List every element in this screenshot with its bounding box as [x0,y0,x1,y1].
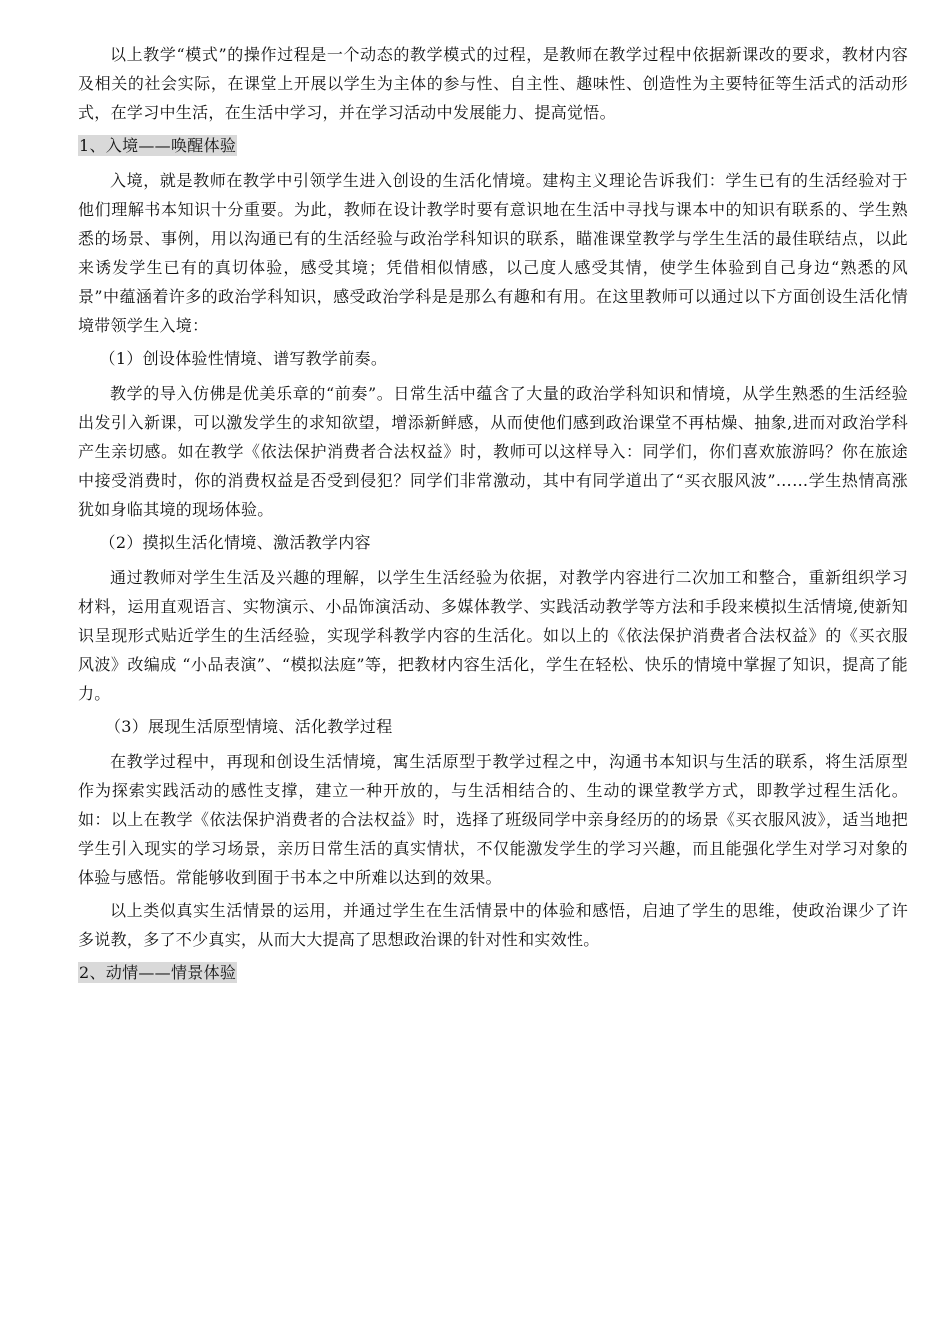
subheading-1 [78,344,908,373]
paragraph-prelude: 教学的导入仿佛是优美乐章的“前奏”。日常生活中蕴含了大量的政治学科知识和情境，从学生熟悉的生活经验出发引入新课，可以激发学生的求知欲望，增添新鲜感，从而使他们感到政治课堂不再枯燥、抽象,进而对政治学科产生亲切感。如在教学《依法保护消费者合法权益》时，教师可以这样导入：同学们，你们喜欢旅游吗？你在旅途中接受消费时，你的消费权益是否受到侵犯？同学们非常激动，其中有同学道出了“买衣服风波”……学生热情高涨犹如身临其境的现场体验。 [78,384,908,519]
paragraph-entering: 入境，就是教师在教学中引领学生进入创设的生活化情境。建构主义理论告诉我们：学生已有的生活经验对于他们理解书本知识十分重要。为此，教师在设计教学时要有意识地在生活中寻找与课本中的知识有联系的、学生熟悉的场景、事例，用以沟通已有的生活经验与政治学科知识的联系，瞄准课堂教学与学生生活的最佳联结点，以此来诱发学生已有的真切体验，感受其境；凭借相似情感，以己度人感受其情，使学生体验到自己身边“熟悉的风景”中蕴涵着许多的政治学科知识，感受政治学科是是那么有趣和有用。在这里教师可以通过以下方面创设生活化情境带领学生入境： [78,171,908,335]
paragraph-summary: 以上类似真实生活情景的运用，并通过学生在生活情景中的体验和感悟，启迪了学生的思维，使政治课少了许多说教，多了不少真实，从而大大提高了思想政治课的针对性和实效性。 [78,901,908,949]
subheading-2-text: （2）摸拟生活化情境、激活教学内容 [99,533,371,552]
section-heading-1 [78,131,908,160]
paragraph-intro: 以上教学“模式”的操作过程是一个动态的教学模式的过程，是教师在教学过程中依据新课改的要求，教材内容及相关的社会实际，在课堂上开展以学生为主体的参与性、自主性、趣味性、创造性为主要特征等生活式的活动形式，在学习中生活，在生活中学习，并在学习活动中发展能力、提高觉悟。 [78,45,908,122]
document-page [78,40,908,993]
paragraph-simulation: 通过教师对学生生活及兴趣的理解，以学生生活经验为依据，对教学内容进行二次加工和整合，重新组织学习材料，运用直观语言、实物演示、小品饰演活动、多媒体教学、实践活动教学等方法和手段来模拟生活情境,使新知识呈现形式贴近学生的生活经验，实现学科教学内容的生活化。如以上的《依法保护消费者合法权益》的《买衣服风波》改编成 “小品表演”、“模拟法庭”等，把教材内容生活化，学生在轻松、快乐的情境中掌握了知识，提高了能力。 [78,568,908,703]
section-heading-2-text: 2、动情——情景体验 [79,963,237,982]
section-heading-2 [78,958,908,987]
paragraph-prototype: 在教学过程中，再现和创设生活情境，寓生活原型于教学过程之中，沟通书本知识与生活的联系，将生活原型作为探索实践活动的感性支撑，建立一种开放的，与生活相结合的、生动的课堂教学方式，即教学过程生活化。如：以上在教学《依法保护消费者的合法权益》时，选择了班级同学中亲身经历的的场景《买衣服风波》，适当地把学生引入现实的学习场景，亲历日常生活的真实情状，不仅能激发学生的学习兴趣，而且能强化学生对学习对象的体验与感悟。常能够收到囿于书本之中所难以达到的效果。 [78,752,908,887]
section-heading-1-text: 1、入境——唤醒体验 [79,136,237,155]
subheading-3-text: （3）展现生活原型情境、活化教学过程 [104,717,393,736]
subheading-2 [78,528,908,557]
subheading-1-text: （1）创设体验性情境、谱写教学前奏。 [99,349,388,368]
subheading-3 [78,712,908,741]
